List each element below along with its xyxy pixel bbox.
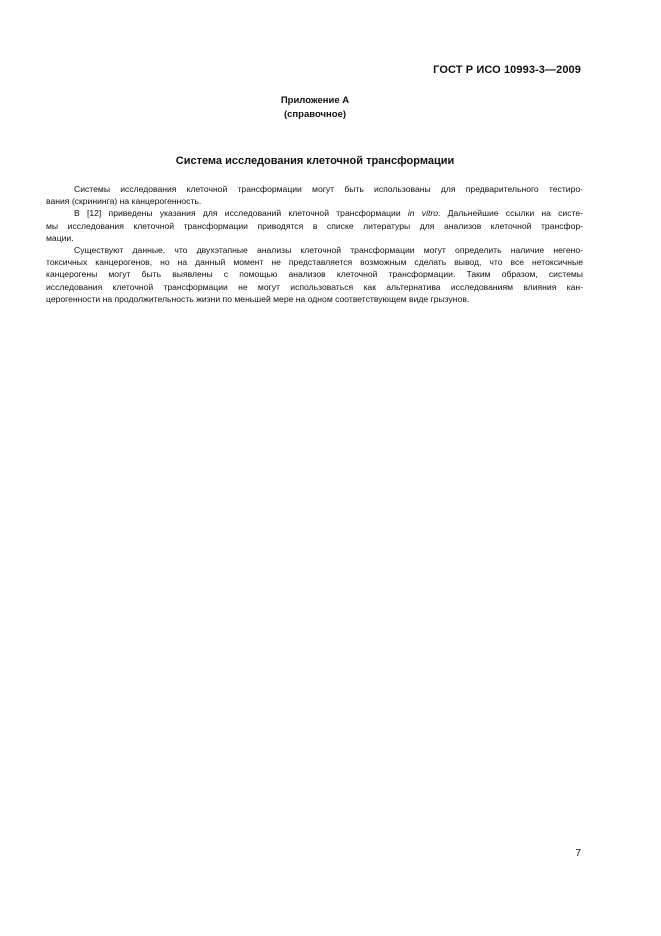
text-segment: . Дальнейшие ссылки на систе- [438, 208, 583, 219]
text-line: мации. [46, 232, 74, 243]
text-line: канцерогены могут быть выявлены с помощью анализов клеточной трансформации. Таким образом, системы [46, 269, 583, 280]
appendix-label: Приложение А [280, 95, 350, 106]
text-line: Существуют данные, что двухэтапные анализы клеточной трансформации могут определить наличие негено- [74, 244, 583, 255]
page-number: 7 [575, 848, 581, 859]
paragraph-1 [46, 183, 583, 207]
document-code-header: ГОСТ Р ИСО 10993-3—2009 [433, 64, 581, 76]
text-line: исследования клеточной трансформации не могут использоваться как альтернатива исследованиям влияния кан- [46, 281, 583, 292]
appendix-heading [200, 94, 430, 122]
text-line [46, 207, 583, 219]
body-text [46, 183, 583, 305]
italic-term: in vitro [407, 208, 439, 219]
section-title: Система исследования клеточной трансформации [175, 155, 455, 167]
text-segment: В [12] приведены указания для исследований клеточной трансформации [74, 208, 408, 219]
paragraph-2 [46, 207, 583, 244]
text-line: токсичных канцерогенов, но на данный момент не представляется возможным сделать вывод, что все нетоксичные [46, 257, 583, 268]
text-line: церогенности на продолжительность жизни по меньшей мере на одном соответствующем виде грызунов. [46, 293, 470, 304]
text-line: Системы исследования клеточной трансформации могут быть использованы для предварительного тестиро- [74, 184, 583, 194]
appendix-type: (справочное) [283, 109, 347, 120]
text-line: вания (скрининга) на канцерогенность. [46, 196, 202, 207]
paragraph-3 [46, 244, 583, 305]
text-line: мы исследования клеточной трансформации приводятся в списке литературы для анализов клеточной трансфор- [46, 220, 583, 231]
